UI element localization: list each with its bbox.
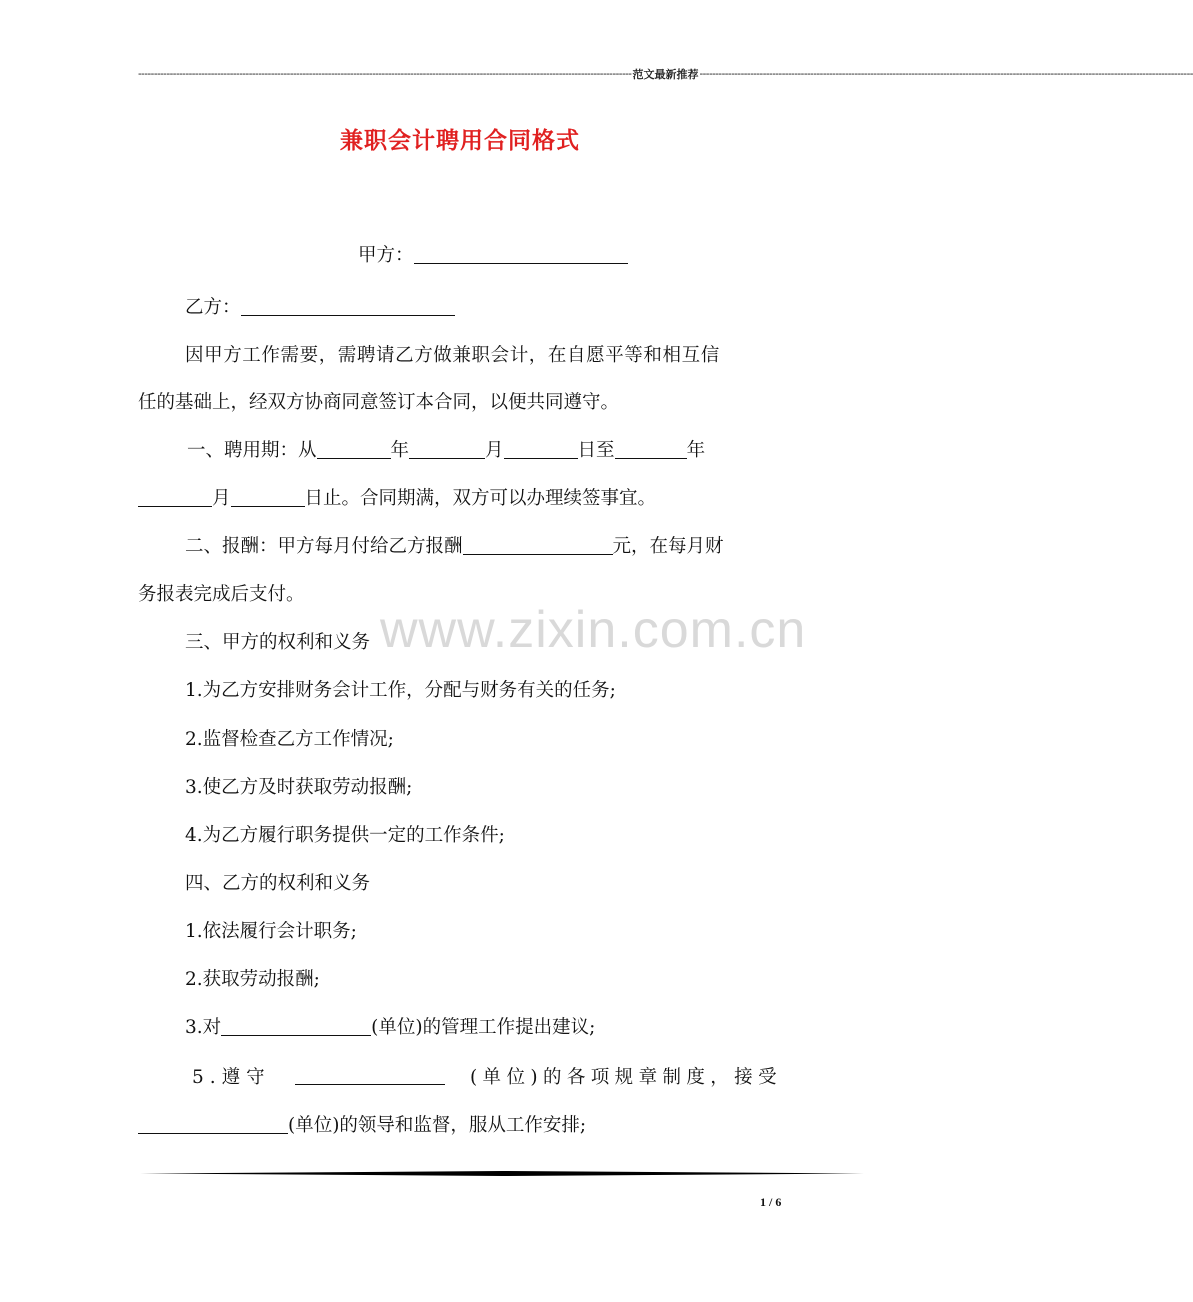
page-header [138, 66, 1193, 82]
party-b-label: 乙方： [185, 297, 241, 318]
section4-item-5-line-2 [138, 1113, 784, 1139]
item3-unit-blank [221, 1016, 371, 1036]
term-line-2 [138, 486, 784, 512]
section4-item-2: 2.获取劳动报酬; [185, 969, 320, 990]
item5-unit-blank-2 [138, 1114, 288, 1134]
item5-line2: (单位)的领导和监督，服从工作安排; [288, 1115, 587, 1136]
section4-heading: 四、乙方的权利和义务 [185, 873, 371, 894]
party-a-blank [414, 244, 628, 264]
pay-amount-blank [463, 535, 613, 555]
footer-rule [140, 1171, 864, 1176]
section3-item-1: 1.为乙方安排财务会计工作，分配与财务有关的任务; [185, 680, 616, 701]
term-month2-label: 月 [212, 488, 231, 509]
header-dash-left: ------------------------------------------------------------------------------------------------------------------------------------------------------------ [138, 68, 632, 80]
term-start-month-blank [409, 439, 485, 459]
term-month-label: 月 [485, 440, 504, 461]
intro-line-2: 任的基础上，经双方协商同意签订本合同，以便共同遵守。 [138, 392, 620, 413]
page-number: 1 / 6 [760, 1195, 782, 1209]
term-end-text: 日止。合同期满，双方可以办理续签事宜。 [304, 488, 657, 509]
party-b-line [185, 295, 831, 321]
party-a-label: 甲方： [358, 245, 414, 266]
section3-heading: 三、甲方的权利和义务 [185, 632, 371, 653]
party-b-blank [241, 296, 455, 316]
pay-line-2: 务报表完成后支付。 [138, 584, 305, 605]
section4-item-5-line-1 [192, 1065, 782, 1091]
party-a-line [358, 243, 1004, 269]
term-end-year-blank [615, 439, 687, 459]
item3-prefix: 3.对 [185, 1017, 222, 1038]
term-start-day-blank [504, 439, 578, 459]
term-prefix: 一、聘用期：从 [187, 440, 317, 461]
term-line-1 [187, 438, 833, 464]
pay-prefix: 二、报酬：甲方每月付给乙方报酬 [185, 536, 463, 557]
intro-line-1: 因甲方工作需要，需聘请乙方做兼职会计，在自愿平等和相互信 [185, 345, 720, 366]
section4-item-1: 1.依法履行会计职务; [185, 921, 357, 942]
term-day-to-label: 日至 [577, 440, 615, 461]
item5-prefix: 5.遵守 [192, 1067, 271, 1088]
pay-line-1 [185, 534, 831, 560]
item3-suffix: (单位)的管理工作提出建议; [371, 1017, 596, 1038]
section3-item-4: 4.为乙方履行职务提供一定的工作条件; [185, 825, 505, 846]
watermark: www.zixin.com.cn [380, 601, 807, 659]
section4-item-3 [185, 1015, 831, 1041]
header-dash-right: ------------------------------------------------------------------------------------------------------------------------------------------------------------ [699, 68, 1193, 80]
document-title: 兼职会计聘用合同格式 [340, 127, 580, 154]
section3-item-2: 2.监督检查乙方工作情况; [185, 729, 394, 750]
item5-unit-blank [295, 1065, 445, 1085]
term-year2-label: 年 [686, 440, 706, 461]
item5-mid: (单位)的各项规章制度，接受 [469, 1067, 782, 1088]
term-end-year-cont-blank [138, 487, 212, 507]
pay-suffix: 元，在每月财 [612, 536, 724, 557]
header-text: 范文最新推荐 [632, 69, 699, 81]
term-start-year-blank [317, 439, 391, 459]
term-year-label: 年 [390, 440, 410, 461]
term-end-month-blank [231, 487, 305, 507]
section3-item-3: 3.使乙方及时获取劳动报酬; [185, 777, 413, 798]
